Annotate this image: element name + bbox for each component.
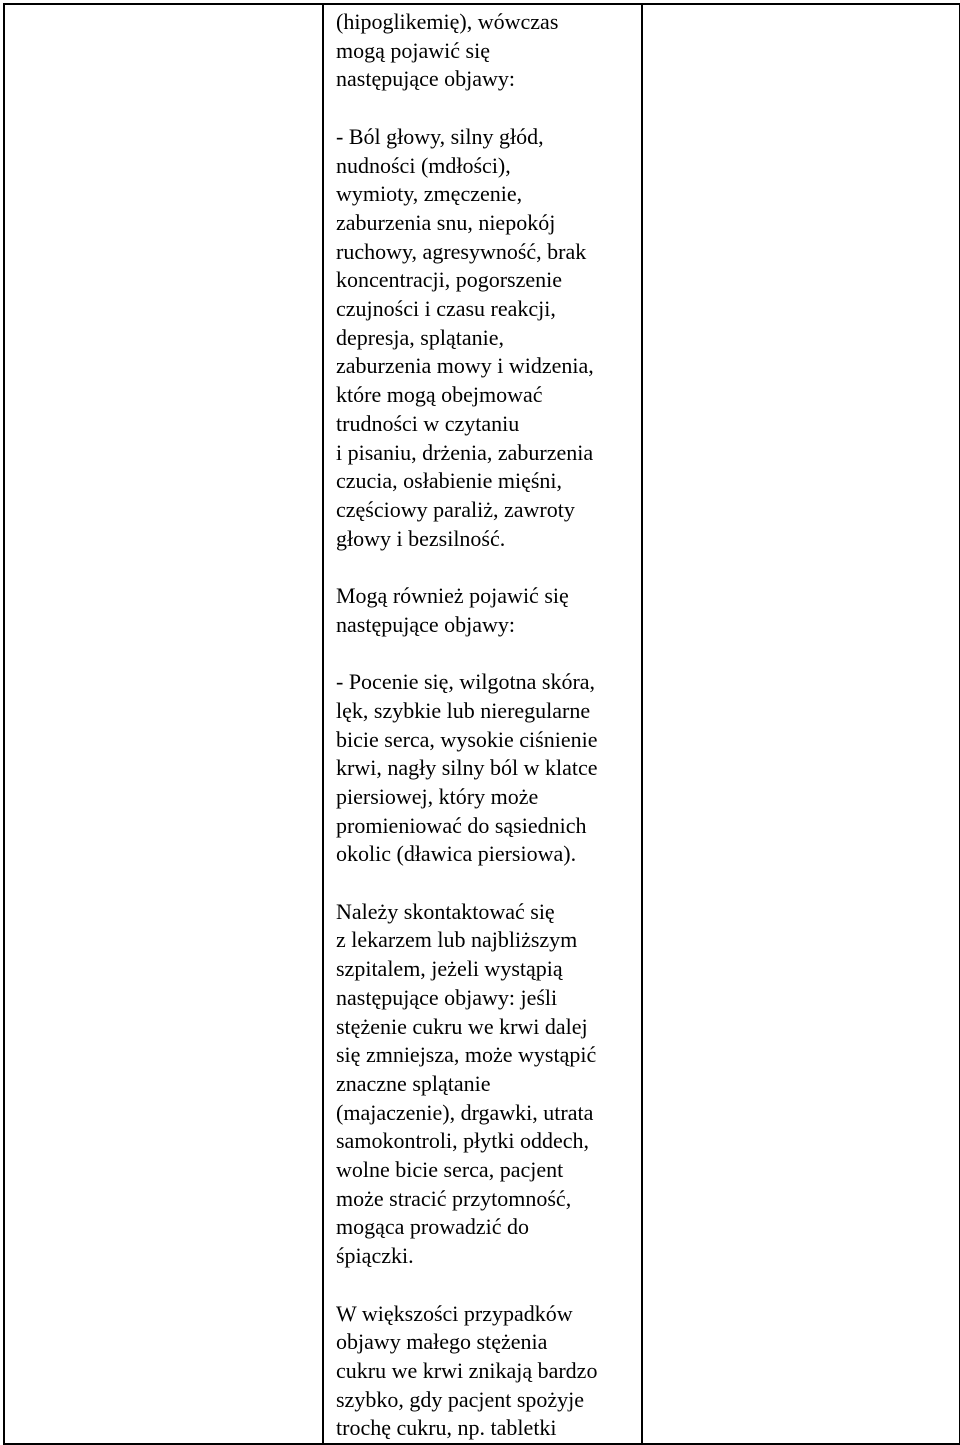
paragraph-gap xyxy=(336,1271,641,1300)
paragraph xyxy=(336,582,641,639)
paragraph xyxy=(336,1300,641,1444)
text-line: cukru we krwi znikają bardzo xyxy=(336,1357,598,1383)
text-line: czujności i czasu reakcji, xyxy=(336,296,556,322)
text-line: wolne bicie serca, pacjent xyxy=(336,1157,564,1183)
text-line: - Ból głowy, silny głód, xyxy=(336,123,544,149)
paragraph xyxy=(336,8,641,94)
text-line: depresja, splątanie, xyxy=(336,324,504,350)
paragraph-gap xyxy=(336,94,641,123)
table-row xyxy=(4,4,960,1444)
text-line: koncentracji, pogorszenie xyxy=(336,267,563,293)
text-line: bicie serca, wysokie ciśnienie xyxy=(336,726,598,752)
text-line: zaburzenia snu, niepokój xyxy=(336,209,556,235)
text-line: Mogą również pojawić się xyxy=(336,583,569,609)
text-line: (hipoglikemię), wówczas xyxy=(336,9,559,34)
text-line: następujące objawy: xyxy=(336,611,515,637)
text-line: okolic (dławica piersiowa). xyxy=(336,841,577,867)
text-line: szpitalem, jeżeli wystąpią xyxy=(336,956,563,982)
text-line: Należy skontaktować się xyxy=(336,898,555,924)
text-line: częściowy paraliż, zawroty xyxy=(336,496,575,522)
text-line: krwi, nagły silny ból w klatce xyxy=(336,755,598,781)
text-line: szybko, gdy pacjent spożyje xyxy=(336,1386,585,1412)
text-line: wymioty, zmęczenie, xyxy=(336,181,523,207)
text-line: (majaczenie), drgawki, utrata xyxy=(336,1099,594,1125)
text-line: nudności (mdłości), xyxy=(336,152,511,178)
document-table xyxy=(3,3,960,1445)
text-line: czucia, osłabienie mięśni, xyxy=(336,468,563,494)
text-body xyxy=(324,5,641,1443)
text-line: objawy małego stężenia xyxy=(336,1329,548,1355)
text-line: może stracić przytomność, xyxy=(336,1185,572,1211)
paragraph xyxy=(336,898,641,1271)
text-cell xyxy=(323,4,642,1444)
paragraph xyxy=(336,668,641,869)
paragraph-gap xyxy=(336,639,641,668)
text-line: trochę cukru, np. tabletki xyxy=(336,1415,557,1441)
right-empty-cell xyxy=(642,4,960,1444)
text-line: W większości przypadków xyxy=(336,1300,573,1326)
text-line: się zmniejsza, może wystąpić xyxy=(336,1042,597,1068)
left-empty-cell xyxy=(4,4,323,1444)
text-line: stężenie cukru we krwi dalej xyxy=(336,1013,588,1039)
text-line: które mogą obejmować xyxy=(336,382,543,408)
text-line: promieniować do sąsiednich xyxy=(336,812,587,838)
paragraph xyxy=(336,123,641,554)
paragraph-gap xyxy=(336,553,641,582)
text-line: - Pocenie się, wilgotna skóra, xyxy=(336,669,596,695)
text-line: lęk, szybkie lub nieregularne xyxy=(336,697,591,723)
text-line: następujące objawy: xyxy=(336,66,515,92)
text-line: głowy i bezsilność. xyxy=(336,525,506,551)
text-line: następujące objawy: jeśli xyxy=(336,984,558,1010)
text-line: ruchowy, agresywność, brak xyxy=(336,238,587,264)
text-line: samokontroli, płytki oddech, xyxy=(336,1128,589,1154)
text-line: znaczne splątanie xyxy=(336,1070,491,1096)
text-line: śpiączki. xyxy=(336,1243,414,1269)
text-line: mogą pojawić się xyxy=(336,37,490,63)
text-line: mogąca prowadzić do xyxy=(336,1214,530,1240)
paragraph-gap xyxy=(336,869,641,898)
text-line: piersiowej, który może xyxy=(336,783,539,809)
text-line: zaburzenia mowy i widzenia, xyxy=(336,353,594,379)
text-line: z lekarzem lub najbliższym xyxy=(336,927,578,953)
text-line: i pisaniu, drżenia, zaburzenia xyxy=(336,439,594,465)
text-line: trudności w czytaniu xyxy=(336,410,520,436)
